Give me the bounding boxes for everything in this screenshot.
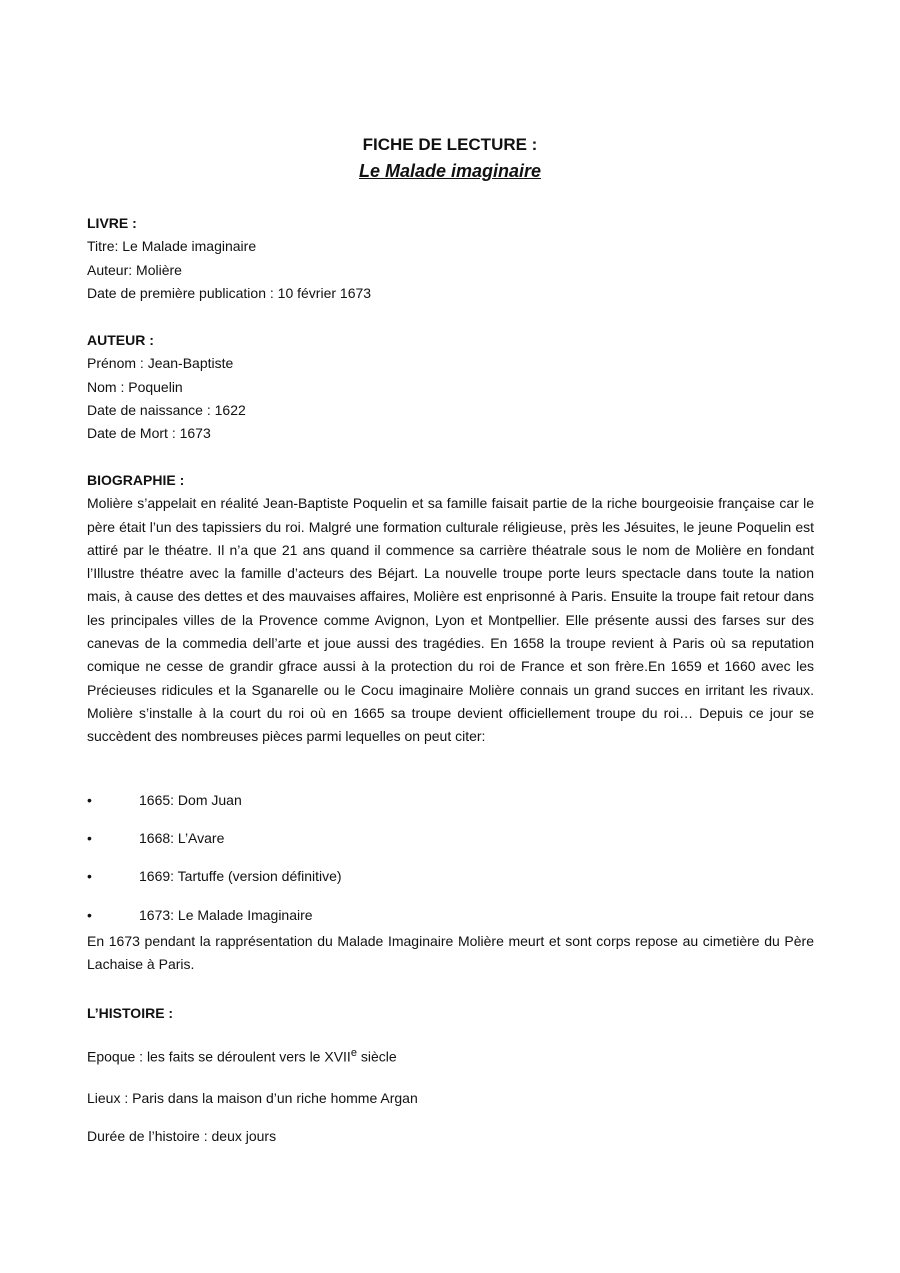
document-title [0,133,900,185]
livre-date: Date de première publication : 10 février 1673 [87,284,372,301]
bullet-symbol: • [87,792,92,808]
biographie-heading: BIOGRAPHIE : [87,472,185,488]
work-item: 1673: Le Malade Imaginaire [139,907,313,923]
title-line-1: FICHE DE LECTURE : [362,135,538,154]
biographie-closing: En 1673 pendant la rapprésentation du Malade Imaginaire Molière meurt et sont corps repose au cimetière du Père Lachaise à Paris. [87,933,814,973]
bullet-symbol: • [87,907,92,923]
work-item: 1665: Dom Juan [139,792,242,808]
auteur-mort: Date de Mort : 1673 [87,425,211,442]
section-livre [87,212,814,305]
epoque-suffix: siècle [356,1048,397,1065]
bullet-symbol: • [87,830,92,846]
section-biographie [87,469,814,749]
histoire-heading: L’HISTOIRE : [87,1005,174,1021]
histoire-duree: Durée de l’histoire : deux jours [87,1128,277,1144]
title-line-2: Le Malade imaginaire [358,161,542,181]
livre-titre: Titre: Le Malade imaginaire [87,238,257,255]
epoque-prefix: Epoque : les faits se déroulent vers le XVII [87,1048,351,1065]
auteur-nom: Nom : Poquelin [87,378,183,395]
livre-heading: LIVRE : [87,215,137,231]
epoque-superscript: e [350,1047,357,1059]
auteur-naissance: Date de naissance : 1622 [87,401,246,418]
bullet-symbol: • [87,868,92,884]
section-auteur [87,329,814,445]
histoire-epoque [87,1047,397,1065]
auteur-heading: AUTEUR : [87,332,154,348]
work-item: 1668: L’Avare [139,830,225,846]
livre-auteur: Auteur: Molière [87,261,182,278]
work-item: 1669: Tartuffe (version définitive) [139,868,342,884]
histoire-lieux: Lieux : Paris dans la maison d’un riche homme Argan [87,1090,418,1106]
biographie-text: Molière s’appelait en réalité Jean-Baptiste Poquelin et sa famille faisait partie de la riche bourgeoisie française car le père était l’un des tapissiers du roi. Malgré une formation culturale réligieuse, près les Jésuites, le jeune Poquelin est attiré par le théatre. Il n’a que 21 ans quand il commence sa carrière théatrale sous le nom de Molière en fondant l’Illustre théatre avec la famille d’acteurs des Béjart. La nouvelle troupe porte leurs spectacle dans toute la nation mais, à cause des dettes et des mauvaises affaires, Molière est enprisonné à Paris. Ensuite la troupe fait retour dans les principales villes de la Provence comme Avignon, Lyon et Montpellier. Elle présente aussi des farses sur des canevas de la commedia dell’arte et joue aussi des tragédies. En 1658 la troupe revient à Paris où sa reputation comique ne cesse de grandir gfrace aussi à la protection du roi de France et son frère.En 1659 et 1660 avec les Précieuses ridicules et la Sganarelle ou le Cocu imaginaire Molière connais un grand succes en irritant les rivaux. Molière s’installe à la court du roi où en 1665 sa troupe devient officiellement troupe du roi… Depuis ce jour se succèdent des nombreuses pièces parmi lequelles on peut citer: [87,495,814,745]
auteur-prenom: Prénom : Jean-Baptiste [87,355,234,372]
